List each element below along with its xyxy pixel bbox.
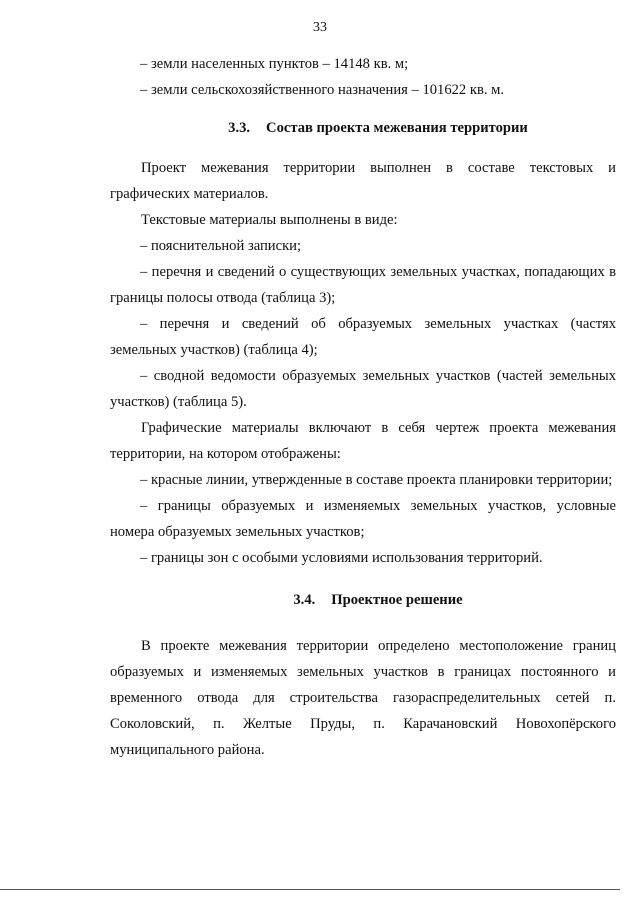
section-3-3-heading	[110, 115, 616, 141]
section-3-3-paragraph-3: Графические материалы включают в себя чертеж проекта межевания территории, на котором отображены:	[110, 420, 616, 462]
text-item-formed-plots-list: – перечня и сведений об образуемых земельных участках (частях земельных участков) (таблица 4);	[110, 316, 616, 358]
section-3-4-title: Проектное решение	[331, 592, 463, 608]
graphic-item-special-zones: – границы зон с особыми условиями использования территорий.	[140, 550, 543, 566]
intro-item-agricultural-lands: – земли сельскохозяйственного назначения – 101622 кв. м.	[140, 82, 505, 98]
section-3-4-paragraph-1: В проекте межевания территории определено местоположение границ образуемых и изменяемых земельных участков в границах постоянного и временного отвода для строительства газораспределительных сетей п. Соколовский, п. Желтые Пруды, п. Карачановский Новохопёрского муниципального района.	[110, 638, 616, 758]
page-number: 33	[313, 20, 327, 35]
graphic-item-plot-boundaries: – границы образуемых и изменяемых земельных участков, условные номера образуемых земельных участков;	[110, 498, 616, 540]
section-3-3-title: Состав проекта межевания территории	[266, 120, 528, 136]
section-3-3-paragraph-1: Проект межевания территории выполнен в составе текстовых и графических материалов.	[110, 160, 616, 202]
graphic-item-red-lines: – красные линии, утвержденные в составе проекта планировки территории;	[140, 472, 613, 488]
section-3-4-heading	[110, 587, 616, 613]
text-item-explanatory-note: – пояснительной записки;	[140, 238, 302, 254]
text-item-existing-plots-list: – перечня и сведений о существующих земельных участках, попадающих в границы полосы отвода (таблица 3);	[110, 264, 616, 306]
page-bottom-divider	[0, 889, 620, 890]
section-3-4-number: 3.4.	[293, 592, 316, 608]
section-3-3-paragraph-2: Текстовые материалы выполнены в виде:	[141, 212, 398, 228]
intro-item-settlement-lands: – земли населенных пунктов – 14148 кв. м;	[140, 56, 409, 72]
text-item-summary-statement: – сводной ведомости образуемых земельных участков (частей земельных участков) (таблица 5).	[110, 368, 616, 410]
section-3-3-number: 3.3.	[228, 120, 251, 136]
document-body	[110, 51, 616, 763]
